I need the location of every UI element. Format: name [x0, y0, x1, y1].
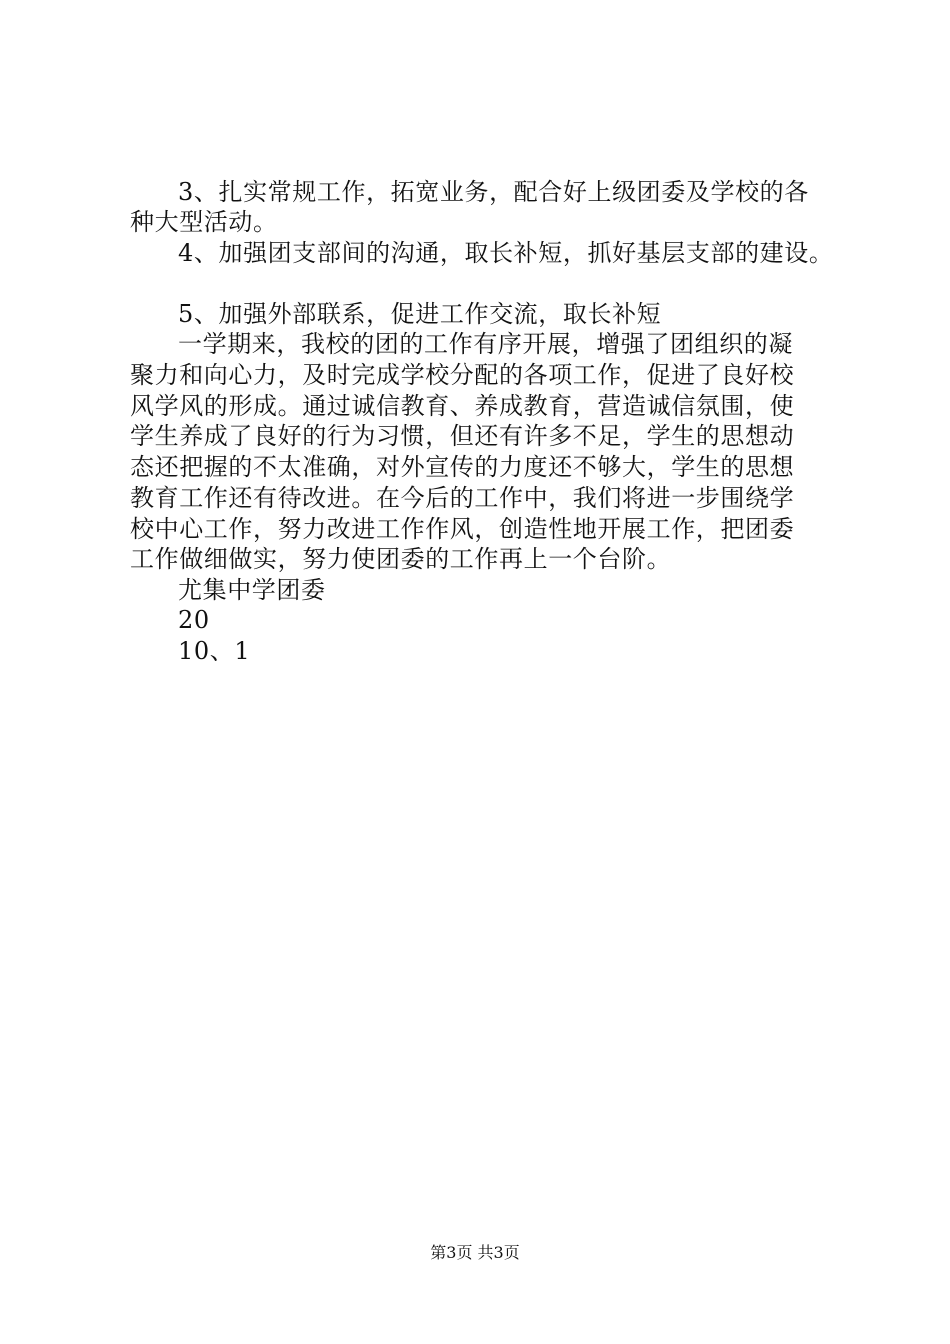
summary-line-6: 教育工作还有待改进。在今后的工作中，我们将进一步围绕学 — [130, 484, 795, 512]
paragraph-item-3-line-2: 种大型活动。 — [130, 208, 278, 236]
signature-organization: 尤集中学团委 — [178, 576, 326, 604]
summary-line-4: 学生养成了良好的行为习惯，但还有许多不足，学生的思想动 — [130, 422, 795, 450]
summary-line-1: 一学期来，我校的团的工作有序开展，增强了团组织的凝 — [178, 330, 793, 358]
summary-line-5: 态还把握的不太准确，对外宣传的力度还不够大，学生的思想 — [130, 453, 795, 481]
signature-year: 20 — [178, 606, 210, 634]
summary-line-7: 校中心工作，努力改进工作作风，创造性地开展工作，把团委 — [130, 515, 795, 543]
summary-line-3: 风学风的形成。通过诚信教育、养成教育，营造诚信氛围，使 — [130, 392, 795, 420]
page-number-footer: 第3页 共3页 — [430, 1243, 520, 1262]
paragraph-item-4: 4、加强团支部间的沟通，取长补短，抓好基层支部的建设。 — [178, 239, 834, 267]
paragraph-item-5: 5、加强外部联系，促进工作交流，取长补短 — [178, 300, 662, 328]
paragraph-item-3-line-1: 3、扎实常规工作，拓宽业务，配合好上级团委及学校的各 — [178, 178, 809, 206]
summary-line-2: 聚力和向心力，及时完成学校分配的各项工作，促进了良好校 — [130, 361, 795, 389]
summary-line-8: 工作做细做实，努力使团委的工作再上一个台阶。 — [130, 545, 672, 573]
signature-date: 10、1 — [178, 637, 251, 665]
